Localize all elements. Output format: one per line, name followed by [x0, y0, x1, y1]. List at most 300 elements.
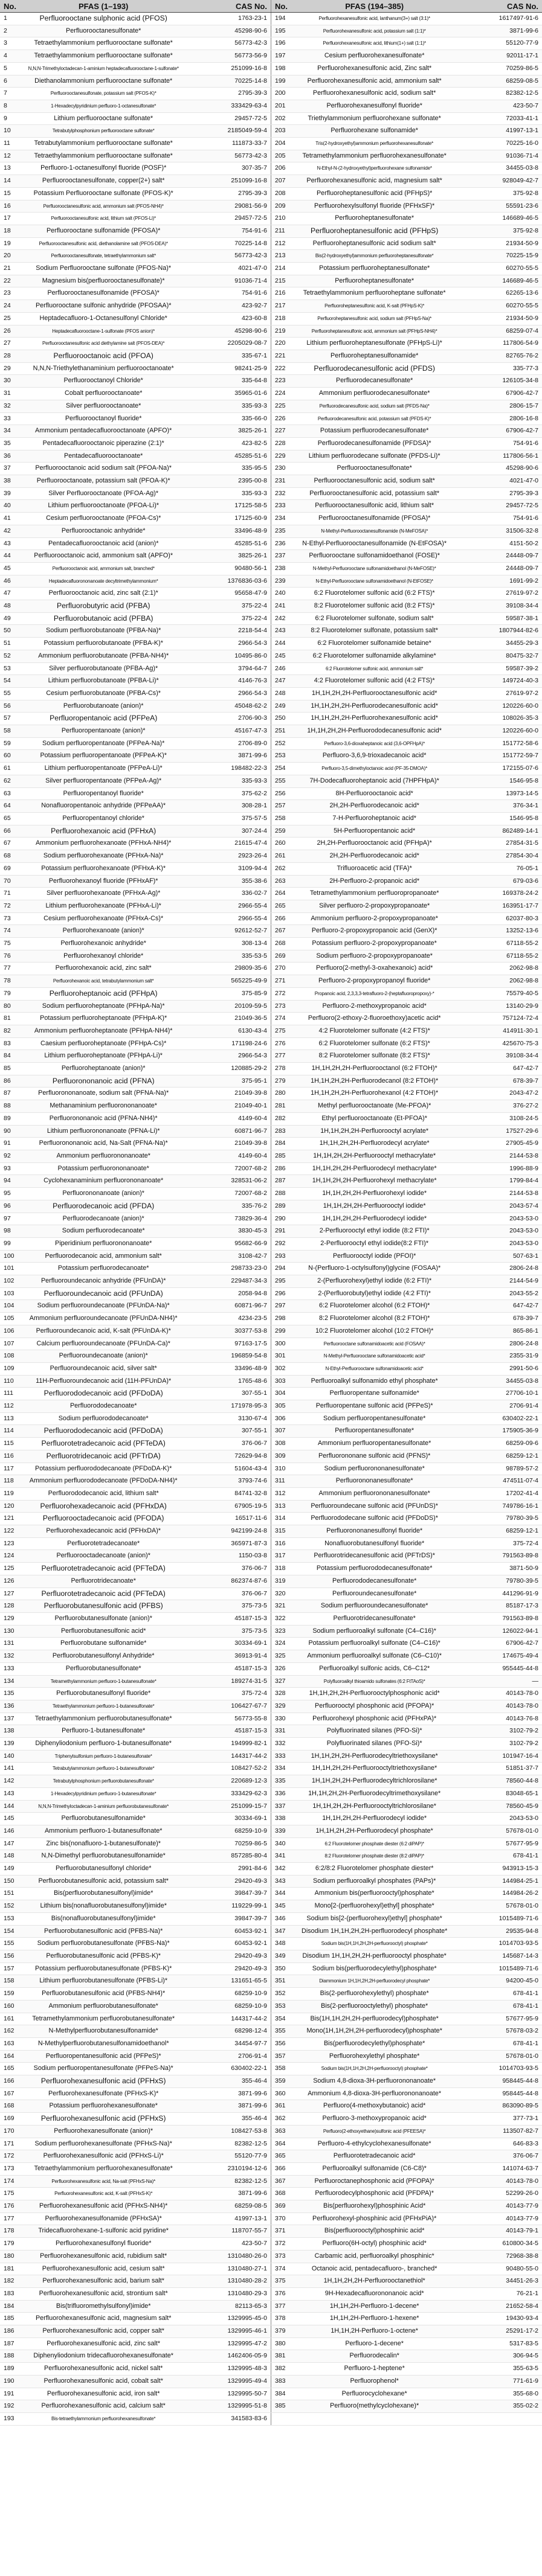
table-row [0, 37, 542, 50]
cas-number: 20109-59-5 [184, 1000, 271, 1013]
row-number: 287 [271, 1175, 294, 1188]
cas-number: 40143-78-0 [455, 1700, 542, 1713]
substance-name: Silver Perfluorooctanoate (PFOA-Ag)* [23, 487, 184, 500]
cas-number: 29420-49-3 [184, 1950, 271, 1962]
cas-number: 4021-47-0 [455, 475, 542, 488]
cas-number: 151772-58-6 [455, 737, 542, 750]
substance-name: Perfluoro(2-ethoxy-2-fluoroethoxy)acetic acid* [294, 1013, 455, 1025]
cas-number: 1546-95-8 [455, 775, 542, 787]
substance-name: Perfluorooctyl phosphonic acid (PFOPA)* [294, 1700, 455, 1713]
cas-number: 45298-90-6 [184, 25, 271, 37]
substance-name: Sodium perfluoroundecanoate (PFUnDA-Na)* [23, 1300, 184, 1313]
row-number: 28 [0, 350, 23, 362]
cas-number: 862374-87-6 [184, 1575, 271, 1588]
table-row [0, 813, 542, 825]
row-number: 359 [271, 2075, 294, 2088]
substance-name: Bis(perfluorohexyl)phosphinic Acid* [294, 2200, 455, 2213]
substance-name: 1H,1H,2H,2H-Perfluorooctylphosphonic acid* [294, 1688, 455, 1700]
cas-number: 82382-12-5 [184, 2138, 271, 2150]
table-row [0, 2175, 542, 2188]
cas-number: 4146-76-3 [184, 675, 271, 688]
row-number: 186 [0, 2325, 23, 2338]
substance-name: Perfluorotridecanesulfonic acid (PFTrDS)* [294, 1550, 455, 1563]
substance-name: Diethanolammonium perfluorooctane sulfonate* [23, 75, 184, 88]
row-number: 84 [0, 1050, 23, 1063]
substance-name: Sodium 4,8-dioxa-3H-perfluorononanoate* [294, 2075, 455, 2088]
cas-number: 423-50-7 [184, 2238, 271, 2251]
cas-number: 82382-12-5 [455, 88, 542, 100]
row-number: 116 [0, 1450, 23, 1463]
substance-name: Lithium perfluorooctane sulfonate* [23, 112, 184, 125]
table-row [0, 975, 542, 988]
table-row [0, 1513, 542, 1525]
substance-name: Perfluorohexanesulfonic acid, barium salt* [23, 2275, 184, 2288]
table-row [0, 850, 542, 863]
row-number: 373 [271, 2250, 294, 2263]
substance-name: Bis(2-perfluorooctylethyl) phosphate* [294, 2000, 455, 2013]
table-row [0, 687, 542, 700]
substance-name: Perfluoro-4-ethylcyclohexanesulfonate* [294, 2138, 455, 2150]
row-number: 97 [0, 1213, 23, 1225]
cas-number: 24448-09-7 [455, 562, 542, 575]
row-number: 228 [271, 437, 294, 450]
cas-number: 3871-99-6 [184, 2188, 271, 2200]
cas-number: 21652-58-4 [455, 2300, 542, 2313]
cas-number: 94200-45-0 [455, 1975, 542, 1988]
cas-number: 2806-24-8 [455, 1263, 542, 1275]
cas-number: 163951-17-7 [455, 900, 542, 912]
row-number: 10 [0, 125, 23, 138]
cas-number: 1310480-27-1 [184, 2263, 271, 2275]
row-number: 39 [0, 487, 23, 500]
substance-name: Carbamic acid, perfluoroalkyl phosphinic* [294, 2250, 455, 2263]
row-number: 245 [271, 650, 294, 662]
substance-name: Perfluoroalkyl sulfonamido ethyl phosphate* [294, 1375, 455, 1388]
table-row [0, 1275, 542, 1288]
cas-number: 45285-51-6 [184, 537, 271, 550]
table-row [0, 838, 542, 850]
table-row [0, 1350, 542, 1363]
substance-name: 1H,1H,2H-Perfluoro-1-decene* [294, 2300, 455, 2313]
cas-number: 57677-95-9 [455, 2013, 542, 2025]
table-row [0, 1463, 542, 1475]
substance-name: Perfluorohexanesulfonic acid, nickel salt* [23, 2363, 184, 2376]
cas-number: 2966-54-3 [184, 638, 271, 650]
cas-number: 120885-29-2 [184, 1063, 271, 1075]
substance-name: Perfluorobutanesulfonic acid (PFBS-NH4)* [23, 1988, 184, 2001]
substance-name: Perfluorodecalin* [294, 2350, 455, 2363]
substance-name: Disodium 1H,1H,2H,2H-perfluorodecyl phosphate* [294, 1925, 455, 1938]
table-row [0, 162, 542, 175]
substance-name: Perfluoro-1-butanesulfonate* [23, 1725, 184, 1738]
header-cas-right: CAS No. [455, 0, 542, 13]
cas-number: 83048-65-1 [455, 1787, 542, 1800]
cas-number: 1376836-03-6 [184, 575, 271, 588]
cas-number: 1329995-48-3 [184, 2363, 271, 2376]
table-row [0, 550, 542, 563]
row-number: 177 [0, 2212, 23, 2225]
row-number: 248 [271, 687, 294, 700]
row-number: 204 [271, 138, 294, 150]
row-number: 188 [0, 2350, 23, 2363]
cas-number: 27619-97-2 [455, 687, 542, 700]
cas-number: 2043-53-0 [455, 1237, 542, 1250]
substance-name: Cobalt perfluorooctanoate* [23, 388, 184, 400]
cas-number: 19430-93-4 [455, 2313, 542, 2325]
row-number: 217 [271, 300, 294, 313]
substance-name: Tetramethylammonium perfluorohexanesulfonate* [294, 150, 455, 162]
substance-name: 6:2/8:2 Fluorotelomer phosphate diester* [294, 1863, 455, 1876]
substance-name: 8:2 Fluorotelomer sulfonic acid (8:2 FTS)* [294, 600, 455, 613]
cas-number: 355-63-5 [455, 2363, 542, 2376]
table-row [0, 412, 542, 425]
row-number: 318 [271, 1563, 294, 1575]
row-number: 355 [271, 2025, 294, 2038]
header-pfas-right: PFAS (194–385) [294, 0, 455, 13]
row-number: 68 [0, 850, 23, 863]
substance-name: Perfluoro-1-heptene* [294, 2363, 455, 2376]
substance-name: 6:2 Fluorotelomer sulfonic acid, ammonium salt* [294, 662, 455, 675]
substance-name: 2H,2H-Perfluorodecanoic acid* [294, 850, 455, 863]
substance-name: Perfluorooctanesulfonate* [23, 25, 184, 37]
table-row [0, 400, 542, 412]
table-row [0, 2188, 542, 2200]
table-row [0, 562, 542, 575]
row-number [271, 2413, 294, 2426]
substance-name: Perfluorooctanesulfonic acid, sodium salt* [294, 475, 455, 488]
table-row [0, 2300, 542, 2313]
cas-number: 2144-53-8 [455, 1188, 542, 1200]
substance-name: 1H,1H,2H,2H-Perfluorooctyl iodide* [294, 1200, 455, 1213]
row-number: 22 [0, 275, 23, 287]
cas-number: 146689-46-5 [455, 275, 542, 287]
substance-name: Perfluorononanesulfonyl fluoride* [294, 1525, 455, 1538]
cas-number: 70225-14-8 [184, 237, 271, 250]
cas-number: 175905-36-9 [455, 1425, 542, 1438]
row-number: 122 [0, 1525, 23, 1538]
cas-number: 68259-12-1 [455, 1450, 542, 1463]
row-number: 127 [0, 1588, 23, 1600]
substance-name: Perfluoroheptanesulfonic acid, K-salt (PFHpS-K)* [294, 300, 455, 313]
table-row [0, 1675, 542, 1688]
substance-name: Perfluorooctanoic acid, ammonium salt (APFO)* [23, 550, 184, 563]
table-row [0, 1213, 542, 1225]
row-number: 150 [0, 1875, 23, 1888]
cas-number: 2991-84-6 [184, 1863, 271, 1876]
substance-name [294, 2413, 455, 2426]
table-row [0, 537, 542, 550]
table-row [0, 1112, 542, 1125]
table-row [0, 1037, 542, 1050]
header-no-left: No. [0, 0, 23, 13]
row-number: 190 [0, 2375, 23, 2388]
table-row [0, 2212, 542, 2225]
row-number: 3 [0, 37, 23, 50]
substance-name: Perfluorooctanoic anhydride* [23, 525, 184, 537]
cas-number: 60871-96-7 [184, 1125, 271, 1138]
row-number: 184 [0, 2300, 23, 2313]
substance-name: Tetraethylammonium perfluoro-1-butanesulfonate* [23, 1700, 184, 1713]
row-number: 305 [271, 1400, 294, 1413]
row-number: 41 [0, 513, 23, 525]
cas-number: 3830-45-3 [184, 1225, 271, 1238]
cas-number: 151772-59-7 [455, 750, 542, 763]
row-number: 298 [271, 1313, 294, 1325]
cas-number: 2310194-12-6 [184, 2162, 271, 2175]
row-number: 131 [0, 1638, 23, 1650]
cas-number: 21934-50-9 [455, 312, 542, 325]
row-number: 312 [271, 1487, 294, 1500]
row-number: 191 [0, 2388, 23, 2400]
row-number: 5 [0, 62, 23, 75]
row-number: 330 [271, 1713, 294, 1725]
row-number: 187 [0, 2337, 23, 2350]
row-number: 89 [0, 1112, 23, 1125]
substance-name: Perfluorohexanesulfonic acid, calcium salt* [23, 2400, 184, 2413]
cas-number: 1014703-93-5 [455, 1938, 542, 1950]
substance-name: Perfluoro-3,6,9-trioxadecanoic acid* [294, 750, 455, 763]
cas-number: 98241-25-9 [184, 362, 271, 375]
cas-number: 27619-97-2 [455, 588, 542, 600]
substance-name: 8:2 Fluorotelomer sulfonate, potassium salt* [294, 625, 455, 638]
row-number: 246 [271, 662, 294, 675]
cas-number: 141074-63-7 [455, 2162, 542, 2175]
row-number: 338 [271, 1813, 294, 1825]
row-number: 43 [0, 537, 23, 550]
row-number: 272 [271, 987, 294, 1000]
cas-number: 2043-57-4 [455, 1200, 542, 1213]
table-row [0, 1150, 542, 1162]
row-number: 173 [0, 2162, 23, 2175]
table-row [0, 2138, 542, 2150]
substance-name: 1H,1H,2H,2H-Perfluorooctanesulfonic acid* [294, 687, 455, 700]
cas-number: 17202-41-4 [455, 1487, 542, 1500]
cas-number: 307-55-1 [184, 1425, 271, 1438]
cas-number: 57678-03-2 [455, 2025, 542, 2038]
cas-number: 118707-55-7 [184, 2225, 271, 2238]
substance-name: Calcium perfluoroundecanoate (PFUnDA-Ca)* [23, 1338, 184, 1350]
row-number: 136 [0, 1700, 23, 1713]
table-row [0, 2200, 542, 2213]
cas-number: 355-46-4 [184, 2113, 271, 2126]
substance-name: Sodium perfluoropentanoate (PFPeA-Na)* [23, 737, 184, 750]
table-row [0, 1938, 542, 1950]
cas-number: 3793-74-6 [184, 1475, 271, 1488]
substance-name: 6:2 Fluorotelomer alcohol (6:2 FTOH)* [294, 1300, 455, 1313]
row-number: 264 [271, 888, 294, 900]
table-row [0, 2025, 542, 2038]
cas-number: 67118-55-2 [455, 950, 542, 963]
cas-number: 335-93-3 [184, 487, 271, 500]
row-number: 70 [0, 875, 23, 888]
table-row [0, 625, 542, 638]
substance-name: Sodium Perfluorooctane sulfonate (PFOS-Na)* [23, 263, 184, 275]
cas-number: 1150-03-8 [184, 1550, 271, 1563]
table-row [0, 2150, 542, 2163]
table-row [0, 1225, 542, 1238]
row-number: 23 [0, 287, 23, 300]
table-row [0, 800, 542, 813]
row-number: 31 [0, 388, 23, 400]
row-number: 364 [271, 2138, 294, 2150]
row-number: 313 [271, 1500, 294, 1513]
substance-name: N,N,N-Trimethyloctadecan-1-aminium perfluorobutanesulfonate* [23, 1800, 184, 1813]
substance-name: Cyclohexanaminium perfluorononanoate* [23, 1175, 184, 1188]
table-row [0, 2037, 542, 2050]
cas-number: 2062-98-8 [455, 963, 542, 975]
substance-name: Piperidinium perfluorononanoate* [23, 1237, 184, 1250]
substance-name: Perfluoropentanoic acid (PFPeA) [23, 713, 184, 725]
row-number: 303 [271, 1375, 294, 1388]
row-number: 368 [271, 2188, 294, 2200]
cas-number: 3109-94-4 [184, 862, 271, 875]
row-number: 152 [0, 1900, 23, 1913]
table-row [0, 1475, 542, 1488]
cas-number: 943913-15-3 [455, 1863, 542, 1876]
row-number: 178 [0, 2225, 23, 2238]
table-row [0, 700, 542, 713]
cas-number: 189274-31-5 [184, 1675, 271, 1688]
cas-number: 333429-62-3 [184, 1787, 271, 1800]
cas-number: 251099-16-8 [184, 62, 271, 75]
substance-name: Perfluorohexanesulfonic acid, strontium salt* [23, 2287, 184, 2300]
row-number: 242 [271, 612, 294, 625]
cas-number: 62265-13-6 [455, 287, 542, 300]
row-number: 62 [0, 775, 23, 787]
cas-number: 791563-89-8 [455, 1613, 542, 1626]
substance-name: Tridecafluorohexane-1-sulfonic acid pyridine* [23, 2225, 184, 2238]
row-number: 193 [0, 2413, 23, 2426]
substance-name: Perfluoroctanephosphonic acid (PFOPA)* [294, 2175, 455, 2188]
substance-name: Heptadecafluoro-1-Octanesulfonyl Chloride* [23, 312, 184, 325]
cas-number: 144317-44-2 [184, 2013, 271, 2025]
table-row [0, 963, 542, 975]
cas-number: 425670-75-3 [455, 1037, 542, 1050]
row-number: 236 [271, 537, 294, 550]
cas-number: 955445-44-8 [455, 1662, 542, 1675]
cas-number: 375-73-5 [184, 1625, 271, 1638]
row-number: 113 [0, 1412, 23, 1425]
cas-number: 376-06-7 [184, 1588, 271, 1600]
row-number: 380 [271, 2337, 294, 2350]
row-number: 42 [0, 525, 23, 537]
substance-name: Potassium perfluorododecanesulfonate* [294, 1563, 455, 1575]
row-number: 163 [0, 2037, 23, 2050]
cas-number: 120226-60-0 [455, 700, 542, 713]
substance-name: Perfluorobutanesulfonic acid (PFBS-K)* [23, 1950, 184, 1962]
cas-number: 4234-23-5 [184, 1313, 271, 1325]
row-number: 123 [0, 1537, 23, 1550]
row-number: 315 [271, 1525, 294, 1538]
substance-name: Ammonium perfluorobutanoate (PFBA-NH4)* [23, 650, 184, 662]
row-number: 201 [271, 100, 294, 112]
substance-name: Bis(nonafluorobutanesulfonyl)imide* [23, 1912, 184, 1925]
substance-name: Perfluorohexanesulfonic acid, magnesium salt* [294, 175, 455, 188]
cas-number: 375-85-9 [184, 987, 271, 1000]
table-row [0, 1662, 542, 1675]
substance-name: Perfluorohexanesulfonyl fluoride* [23, 2238, 184, 2251]
table-row [0, 1313, 542, 1325]
cas-number: 144317-44-2 [184, 1750, 271, 1763]
cas-number: 56773-42-3 [184, 250, 271, 263]
row-number: 156 [0, 1950, 23, 1962]
table-row [0, 513, 542, 525]
substance-name: Lithium perfluoropentanoate (PFPeA-Li)* [23, 763, 184, 775]
row-number: 324 [271, 1638, 294, 1650]
cas-number: 45187-15-3 [184, 1662, 271, 1675]
row-number: 19 [0, 237, 23, 250]
table-row [0, 1188, 542, 1200]
cas-number: 85187-17-3 [455, 1600, 542, 1613]
table-row [0, 1863, 542, 1876]
table-row [0, 1825, 542, 1837]
substance-name: Magnesium bis(perfluorooctanesulfonate)* [23, 275, 184, 287]
substance-name: Perfluorooctanoyl Chloride* [23, 375, 184, 388]
table-row [0, 787, 542, 800]
substance-name: Sodium perfluoroundecanesulfonate* [294, 1600, 455, 1613]
substance-name: Perfluorododecanoic acid (PFDoDA) [23, 1388, 184, 1400]
row-number: 104 [0, 1300, 23, 1313]
substance-name: N-Methyl-Perfluorooctane sulfonamidoethanol (N-MeFOSE)* [294, 562, 455, 575]
cas-number: 365971-87-3 [184, 1537, 271, 1550]
cas-number: 72968-38-8 [455, 2250, 542, 2263]
substance-name: Perfluoroheptanesulfonic acid (PFHpS)* [294, 187, 455, 200]
substance-name: Perfluorononanesulfonate* [294, 1475, 455, 1488]
cas-number: 646-83-3 [455, 2138, 542, 2150]
cas-number: 39847-39-7 [184, 1888, 271, 1900]
substance-name: Perfluoro(2-methyl-3-oxahexanoic) acid* [294, 963, 455, 975]
row-number: 342 [271, 1863, 294, 1876]
table-row [0, 1263, 542, 1275]
table-row [0, 312, 542, 325]
cas-number: 1015489-71-6 [455, 1912, 542, 1925]
substance-name: Perfluoro(methylcyclohexane)* [294, 2400, 455, 2413]
row-number: 95 [0, 1188, 23, 1200]
cas-number: 39847-39-7 [184, 1912, 271, 1925]
cas-number: 67118-55-2 [455, 938, 542, 950]
row-number: 251 [271, 725, 294, 738]
cas-number: 113507-82-7 [455, 2125, 542, 2138]
row-number: 275 [271, 1025, 294, 1037]
cas-number: 67906-42-7 [455, 388, 542, 400]
row-number: 72 [0, 900, 23, 912]
cas-number: 29081-56-9 [184, 200, 271, 213]
row-number: 205 [271, 150, 294, 162]
cas-number: 30377-53-8 [184, 1325, 271, 1338]
substance-name: Perfluorooctyl iodide (PFOI)* [294, 1250, 455, 1263]
substance-name: 8:2 Fluorotelomer phosphate diester (8:2 diPAP)* [294, 1850, 455, 1863]
cas-number: 56773-42-3 [184, 150, 271, 162]
substance-name: Tetrabutylammonium perfluoro-1-butanesulfonate* [23, 1763, 184, 1775]
cas-number: 229487-34-3 [184, 1275, 271, 1288]
row-number: 128 [0, 1600, 23, 1613]
substance-name: Perfluorodecylphosphonic acid (PFDPA)* [294, 2188, 455, 2200]
row-number: 125 [0, 1563, 23, 1575]
substance-name: Perfluorobutanesulfonic acid (PFBS) [23, 1600, 184, 1613]
substance-name: Perfluorohexyl-phosphinic acid (PFHxPiA)* [294, 2212, 455, 2225]
cas-number: 3825-26-1 [184, 550, 271, 563]
substance-name: Methyl perfluorooctanoate (Me-PFOA)* [294, 1100, 455, 1113]
table-row [0, 1775, 542, 1788]
cas-number: 17527-29-6 [455, 1125, 542, 1138]
cas-number: 307-24-4 [184, 825, 271, 838]
row-number: 195 [271, 25, 294, 37]
substance-name: 1-Hexadecylpyridinium perfluoro-1-octanesulfonate* [23, 100, 184, 112]
substance-name: Perfluorononanoic acid (PFNA-NH4)* [23, 1112, 184, 1125]
cas-number: 376-06-7 [455, 2150, 542, 2163]
substance-name: Perfluorotridecanoate* [23, 1575, 184, 1588]
row-number: 285 [271, 1150, 294, 1162]
